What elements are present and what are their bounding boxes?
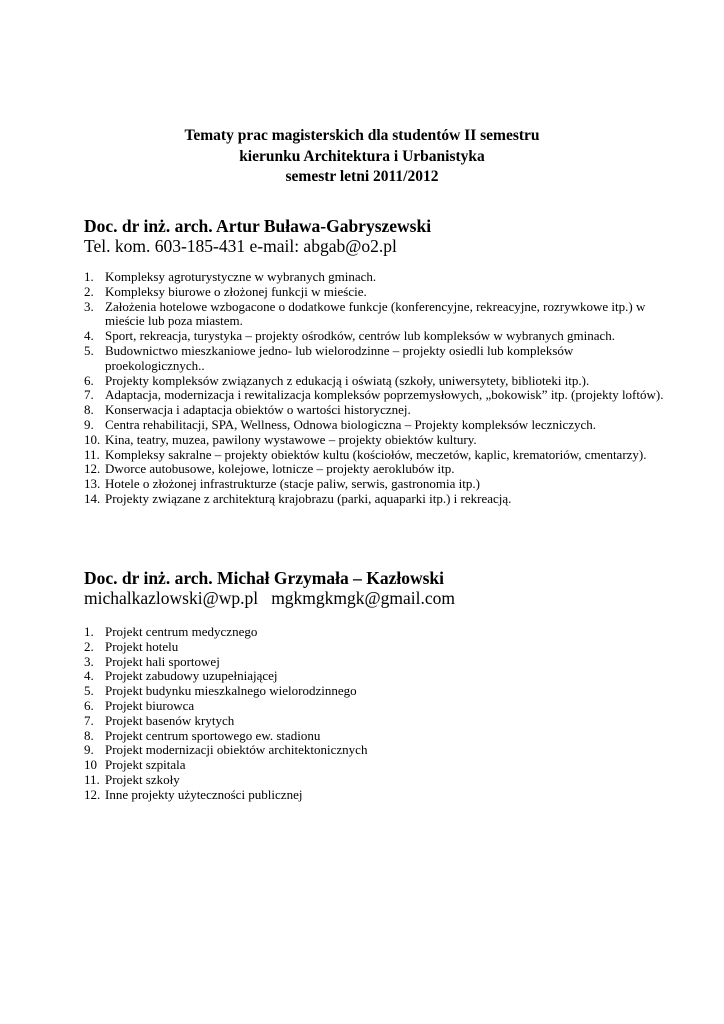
topic-number: 14. xyxy=(84,490,101,506)
topic-item xyxy=(84,788,664,803)
topic-item xyxy=(84,388,664,403)
topic-text: Projekt zabudowy uzupełniającej xyxy=(105,668,278,684)
topic-text: Kompleksy agroturystyczne w wybranych gminach. xyxy=(105,269,377,284)
topic-number: 9. xyxy=(84,416,94,432)
topic-item xyxy=(84,714,664,729)
topic-text: Kina, teatry, muzea, pawilony wystawowe – projekty obiektów kultury. xyxy=(105,431,477,447)
topic-text: Projekt modernizacji obiektów architektonicznych xyxy=(105,742,368,758)
title-line-1: Tematy prac magisterskich dla studentów II semestru xyxy=(184,127,540,144)
topic-number: 10. xyxy=(84,431,101,447)
topic-number: 9. xyxy=(84,742,94,758)
topic-text: Konserwacja i adaptacja obiektów o wartości historycznej. xyxy=(105,402,411,418)
topic-item xyxy=(84,729,664,744)
topic-item xyxy=(84,403,664,418)
topic-number: 6. xyxy=(84,372,94,388)
supervisor-contact: Tel. kom. 603-185-431 e-mail: abgab@o2.pl xyxy=(84,236,397,256)
topic-number: 4. xyxy=(84,328,94,344)
topic-text: Projekt szpitala xyxy=(105,757,186,773)
topic-item xyxy=(84,329,664,344)
topic-number: 2. xyxy=(84,638,94,654)
topic-text: Inne projekty użyteczności publicznej xyxy=(105,786,303,802)
topic-text: Hotele o złożonej infrastrukturze (stacje paliw, serwis, gastronomia itp.) xyxy=(105,476,480,492)
topic-number: 4. xyxy=(84,668,94,684)
topic-number: 13. xyxy=(84,476,101,492)
topic-item xyxy=(84,462,664,477)
topic-item xyxy=(84,743,664,758)
title-line-2: kierunku Architektura i Urbanistyka xyxy=(239,147,485,165)
topic-item xyxy=(84,300,664,330)
topic-text: Projekty związane z architekturą krajobrazu (parki, aquaparki itp.) i rekreacją. xyxy=(105,490,512,506)
topic-text: Założenia hotelowe wzbogacone o dodatkowe funkcje (konferencyjne, rekreacyjne, rozrywkowe itp.) w mieście lub poza miastem. xyxy=(105,298,646,329)
topic-item xyxy=(84,699,664,714)
topic-item xyxy=(84,758,664,773)
topic-item xyxy=(84,270,664,285)
topic-number: 3. xyxy=(84,298,94,314)
topic-number: 12. xyxy=(84,461,101,477)
topic-item xyxy=(84,433,664,448)
topic-item xyxy=(84,625,664,640)
topic-item xyxy=(84,344,664,374)
topic-text: Kompleksy biurowe o złożonej funkcji w mieście. xyxy=(105,283,367,299)
supervisor-section-2 xyxy=(84,568,664,803)
topic-text: Centra rehabilitacji, SPA, Wellness, Odnowa biologiczna – Projekty kompleksów leczniczych. xyxy=(105,416,597,432)
topic-number: 6. xyxy=(84,697,94,713)
topic-item xyxy=(84,492,664,507)
topic-item xyxy=(84,773,664,788)
topic-number: 1. xyxy=(84,269,94,284)
topic-item xyxy=(84,640,664,655)
topic-item xyxy=(84,418,664,433)
supervisor-name: Doc. dr inż. arch. Michał Grzymała – Kazłowski xyxy=(84,568,445,588)
supervisor-name: Doc. dr inż. arch. Artur Buława-Gabryszewski xyxy=(84,216,432,236)
topic-text: Projekt centrum sportowego ew. stadionu xyxy=(105,727,321,743)
supervisor-contact: michalkazlowski@wp.pl mgkmgkmgk@gmail.com xyxy=(84,588,456,608)
topic-item xyxy=(84,477,664,492)
topic-item xyxy=(84,655,664,670)
topic-number: 10 xyxy=(84,757,97,773)
topic-number: 2. xyxy=(84,283,94,299)
topic-text: Projekty kompleksów związanych z edukacją i oświatą (szkoły, uniwersytety, biblioteki itp.). xyxy=(105,372,590,388)
topic-number: 11. xyxy=(84,446,100,462)
topic-text: Projekt budynku mieszkalnego wielorodzinnego xyxy=(105,683,357,699)
topic-number: 7. xyxy=(84,387,94,403)
topic-number: 7. xyxy=(84,712,94,728)
topic-item xyxy=(84,285,664,300)
topic-text: Kompleksy sakralne – projekty obiektów kultu (kościołów, meczetów, kaplic, krematoriów, cmentarzy). xyxy=(105,446,647,462)
topic-item xyxy=(84,684,664,699)
topic-text: Projekt hali sportowej xyxy=(105,653,220,669)
title-line-3: semestr letni 2011/2012 xyxy=(285,168,439,185)
topic-number: 1. xyxy=(84,624,94,639)
topic-list xyxy=(84,270,664,507)
topic-number: 8. xyxy=(84,727,94,743)
topic-text: Budownictwo mieszkaniowe jedno- lub wielorodzinne – projekty osiedli lub kompleksów proekologicznych.. xyxy=(105,342,574,373)
supervisor-section-1 xyxy=(84,216,664,507)
topic-text: Projekt szkoły xyxy=(105,771,180,787)
topic-text: Projekt biurowca xyxy=(105,697,195,713)
topic-number: 5. xyxy=(84,683,94,699)
topic-number: 5. xyxy=(84,342,94,358)
topic-number: 12. xyxy=(84,786,101,802)
topic-list xyxy=(84,625,664,803)
topic-item xyxy=(84,448,664,463)
topic-number: 11. xyxy=(84,771,100,787)
topic-text: Projekt hotelu xyxy=(105,638,179,654)
topic-text: Projekt centrum medycznego xyxy=(105,624,258,639)
topic-item xyxy=(84,669,664,684)
topic-text: Sport, rekreacja, turystyka – projekty ośrodków, centrów lub kompleksów w wybranych gminach. xyxy=(105,328,616,344)
topic-text: Adaptacja, modernizacja i rewitalizacja kompleksów poprzemysłowych, „bokowisk” itp. (projekty loftów). xyxy=(105,387,664,403)
topic-text: Projekt basenów krytych xyxy=(105,712,235,728)
topic-item xyxy=(84,374,664,389)
topic-number: 8. xyxy=(84,402,94,418)
topic-text: Dworce autobusowe, kolejowe, lotnicze – projekty aeroklubów itp. xyxy=(105,461,455,477)
document-title xyxy=(0,126,724,188)
topic-number: 3. xyxy=(84,653,94,669)
